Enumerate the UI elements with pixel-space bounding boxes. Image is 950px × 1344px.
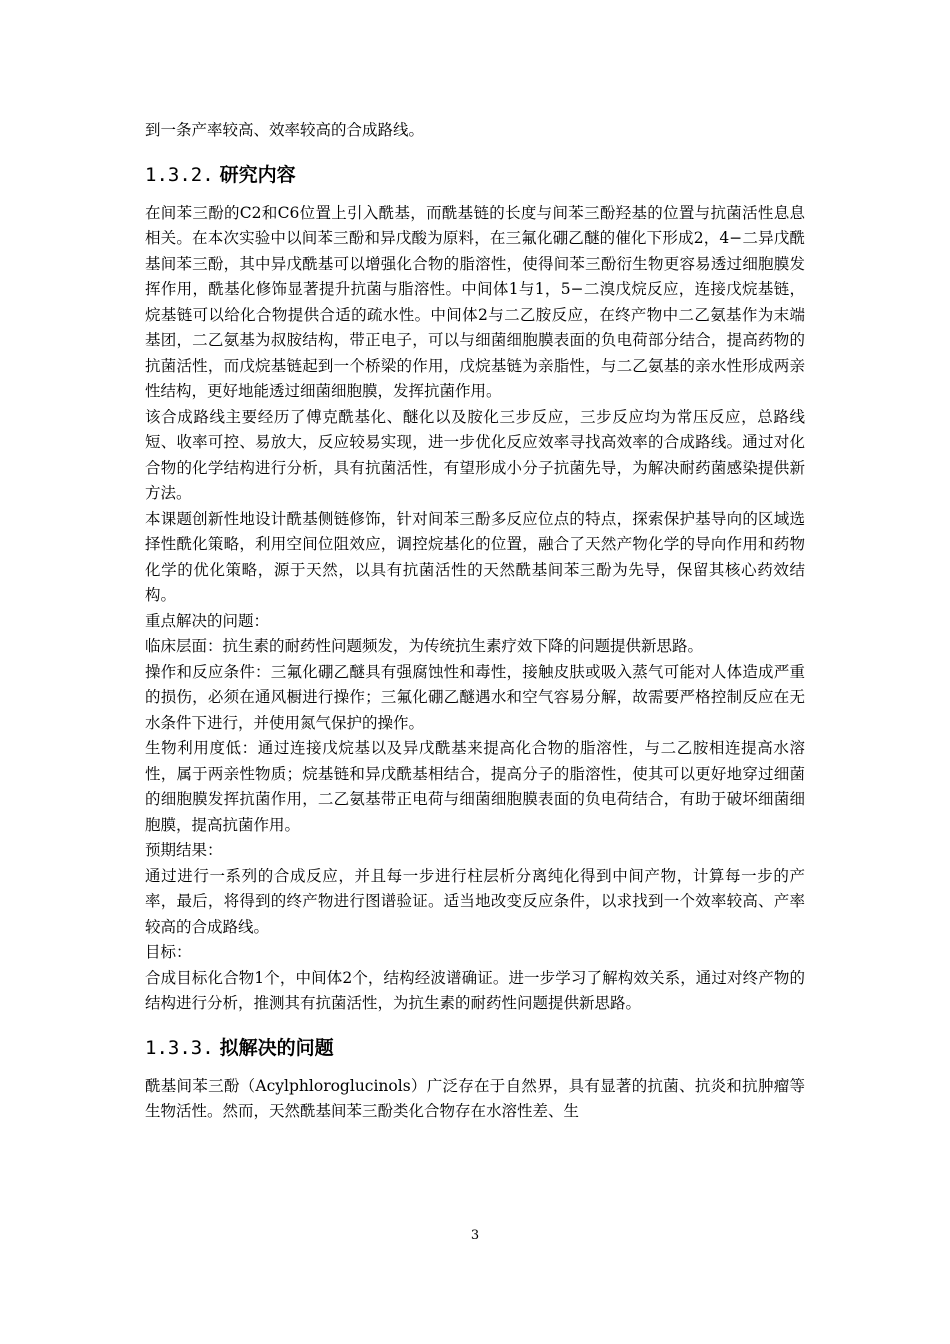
- paragraph: 合成目标化合物1个，中间体2个，结构经波谱确证。进一步学习了解构效关系，通过对终产物的结构进行分析，推测其有抗菌活性，为抗生素的耐药性问题提供新思路。: [145, 968, 805, 1012]
- section-title: 研究内容: [219, 163, 296, 186]
- section-number: 1.3.2.: [145, 163, 214, 186]
- section-number: 1.3.3.: [145, 1036, 214, 1059]
- section-heading-1-3-3: [145, 1035, 805, 1061]
- paragraph: 本课题创新性地设计酰基侧链修饰，针对间苯三酚多反应位点的特点，探索保护基导向的区域选择性酰化策略，利用空间位阻效应，调控烷基化的位置，融合了天然产物化学的导向作用和药物化学的优化策略，源于天然，以具有抗菌活性的天然酰基间苯三酚为先导，保留其核心药效结构。: [145, 509, 805, 604]
- paragraph: 操作和反应条件：三氟化硼乙醚具有强腐蚀性和毒性，接触皮肤或吸入蒸气可能对人体造成严重的损伤，必须在通风橱进行操作；三氟化硼乙醚遇水和空气容易分解，故需要严格控制反应在无水条件下进行，并使用氮气保护的操作。: [145, 662, 805, 732]
- paragraph: 预期结果：: [145, 841, 223, 859]
- page-content: [145, 118, 805, 1125]
- paragraph: 在间苯三酚的C2和C6位置上引入酰基，而酰基链的长度与间苯三酚羟基的位置与抗菌活性息息相关。在本次实验中以间苯三酚和异戊酸为原料，在三氟化硼乙醚的催化下形成2，4−二异戊酰基间苯三酚，其中异戊酰基可以增强化合物的脂溶性，使得间苯三酚衍生物更容易透过细胞膜发挥作用，酰基化修饰显著提升抗菌与脂溶性。中间体1与1，5−二溴戊烷反应，连接戊烷基链，烷基链可以给化合物提供合适的疏水性。中间体2与二乙胺反应，在终产物中二乙氨基作为末端基团，二乙氨基为叔胺结构，带正电子，可以与细菌细胞膜表面的负电荷部分结合，提高药物的抗菌活性，而戊烷基链起到一个桥梁的作用，戊烷基链为亲脂性，与二乙氨基的亲水性形成两亲性结构，更好地能透过细菌细胞膜，发挥抗菌作用。: [145, 203, 805, 400]
- paragraph: 通过进行一系列的合成反应，并且每一步进行柱层析分离纯化得到中间产物，计算每一步的产率，最后，将得到的终产物进行图谱验证。适当地改变反应条件，以求找到一个效率较高、产率较高的合成路线。: [145, 866, 805, 936]
- continuation-text: 到一条产率较高、效率较高的合成路线。: [145, 121, 425, 139]
- page-number: 3: [470, 1228, 480, 1243]
- paragraph: 临床层面：抗生素的耐药性问题频发，为传统抗生素疗效下降的问题提供新思路。: [145, 637, 704, 655]
- paragraph: 重点解决的问题：: [145, 611, 270, 630]
- paragraph: 酰基间苯三酚（Acylphloroglucinols）广泛存在于自然界，具有显著的抗菌、抗炎和抗肿瘤等生物活性。然而，天然酰基间苯三酚类化合物存在水溶性差、生: [145, 1076, 805, 1120]
- paragraph: 目标：: [145, 943, 192, 961]
- section-heading-1-3-2: [145, 162, 805, 188]
- paragraph: 该合成路线主要经历了傅克酰基化、醚化以及胺化三步反应，三步反应均为常压反应，总路线短、收率可控、易放大，反应较易实现，进一步优化反应效率寻找高效率的合成路线。通过对化合物的化学结构进行分析，具有抗菌活性，有望形成小分子抗菌先导，为解决耐药菌感染提供新方法。: [145, 407, 805, 502]
- section-title: 拟解决的问题: [219, 1036, 334, 1059]
- paragraph: 生物利用度低：通过连接戊烷基以及异戊酰基来提高化合物的脂溶性，与二乙胺相连提高水溶性，属于两亲性物质；烷基链和异戊酰基相结合，提高分子的脂溶性，使其可以更好地穿过细菌的细胞膜发挥抗菌作用，二乙氨基带正电荷与细菌细胞膜表面的负电荷结合，有助于破坏细菌细胞膜，提高抗菌作用。: [145, 739, 805, 834]
